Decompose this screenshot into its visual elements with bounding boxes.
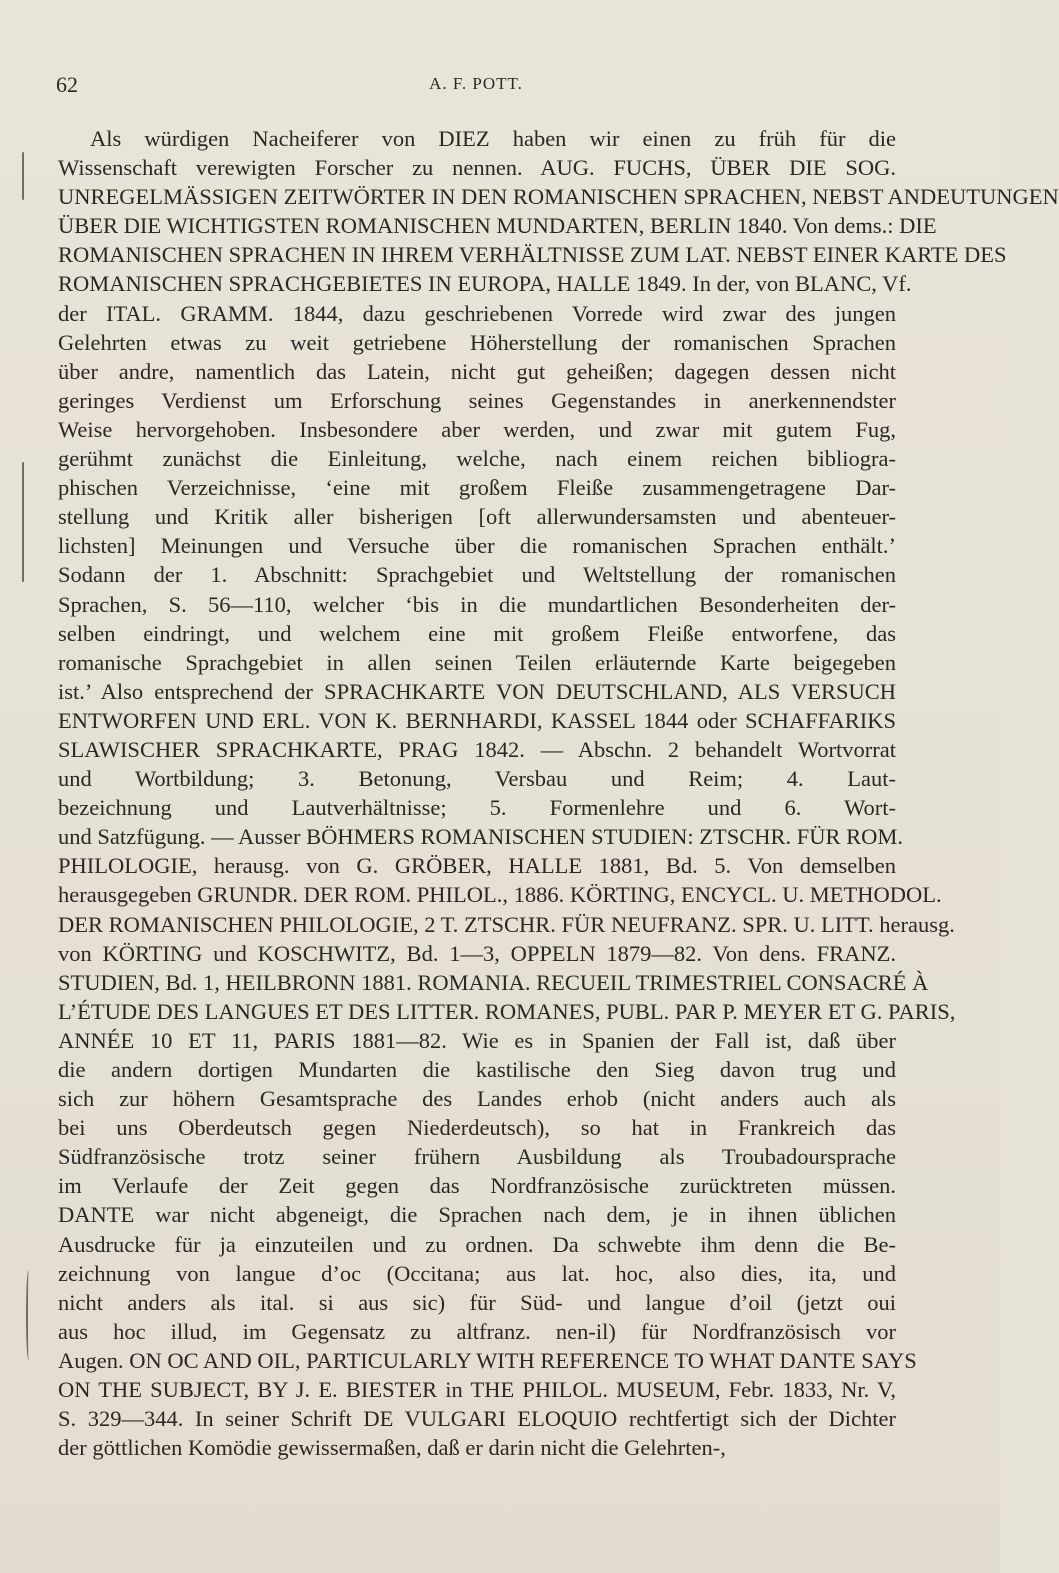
margin-pencil-mark (22, 462, 24, 582)
text-line: ANNÉE 10 ET 11, PARIS 1881—82. Wie es in Spanien der Fall ist, daß über (58, 1027, 896, 1053)
text-line: Sodann der 1. Abschnitt: Sprachgebiet und Weltstellung der romanischen (58, 562, 896, 588)
text-line: von KÖRTING und KOSCHWITZ, Bd. 1—3, OPPELN 1879—82. Von dens. FRANZ. (58, 940, 896, 966)
page-number: 62 (56, 72, 78, 97)
running-head: A. F. POTT. (429, 74, 523, 93)
text-line: UNREGELMÄSSIGEN ZEITWÖRTER IN DEN ROMANISCHEN SPRACHEN, NEBST ANDEUTUNGEN (58, 184, 1059, 210)
text-line: S. 329—344. In seiner Schrift DE VULGARI ELOQUIO rechtfertigt sich der Dichter (58, 1406, 896, 1432)
text-line: Wissenschaft verewigten Forscher zu nennen. AUG. FUCHS, ÜBER DIE SOG. (58, 155, 896, 181)
margin-pencil-bracket (26, 1270, 31, 1360)
page-header (56, 68, 896, 104)
text-line: Weise hervorgehoben. Insbesondere aber werden, und zwar mit gutem Fug, (58, 416, 896, 442)
text-line: sich zur höhern Gesamtsprache des Landes erhob (nicht anders auch als (58, 1086, 896, 1112)
text-line: nicht anders als ital. si aus sic) für Süd- und langue d’oil (jetzt oui (58, 1289, 896, 1315)
text-line: stellung und Kritik aller bisherigen [oft allerwundersamsten und abenteuer- (58, 504, 896, 530)
text-line: bezeichnung und Lautverhältnisse; 5. Formenlehre und 6. Wort- (58, 795, 896, 821)
text-line: der ITAL. GRAMM. 1844, dazu geschriebenen Vorrede wird zwar des jungen (58, 300, 896, 326)
text-line: ON THE SUBJECT, BY J. E. BIESTER in THE PHILOL. MUSEUM, Febr. 1833, Nr. V, (58, 1377, 896, 1403)
text-line: phischen Verzeichnisse, ‘eine mit großem Fleiße zusammengetragene Dar- (58, 475, 896, 501)
text-line: Augen. ON OC AND OIL, PARTICULARLY WITH REFERENCE TO WHAT DANTE SAYS (58, 1347, 917, 1373)
text-line: ENTWORFEN UND ERL. VON K. BERNHARDI, KASSEL 1844 oder SCHAFFARIKS (58, 707, 896, 733)
text-line: zeichnung von langue d’oc (Occitana; aus lat. hoc, also dies, ita, und (58, 1260, 896, 1286)
text-line: Als würdigen Nacheiferer von DIEZ haben wir einen zu früh für die (90, 126, 896, 151)
text-line: ROMANISCHEN SPRACHGEBIETES IN EUROPA, HALLE 1849. In der, von BLANC, Vf. (58, 271, 912, 297)
text-line: DANTE war nicht abgeneigt, die Sprachen nach dem, je in ihnen üblichen (58, 1202, 896, 1228)
text-line: Gelehrten etwas zu weit getriebene Höherstellung der romanischen Sprachen (58, 329, 896, 355)
text-line: Südfranzösische trotz seiner frühern Ausbildung als Troubadoursprache (58, 1144, 896, 1170)
text-line: und Wortbildung; 3. Betonung, Versbau und Reim; 4. Laut- (58, 766, 896, 792)
text-line: PHILOLOGIE, herausg. von G. GRÖBER, HALLE 1881, Bd. 5. Von demselben (58, 853, 896, 879)
text-line: die andern dortigen Mundarten die kastilische den Sieg davon trug und (58, 1057, 896, 1082)
text-line: ÜBER DIE WICHTIGSTEN ROMANISCHEN MUNDARTEN, BERLIN 1840. Von dems.: DIE (58, 213, 937, 239)
text-line: L’ÉTUDE DES LANGUES ET DES LITTER. ROMANES, PUBL. PAR P. MEYER ET G. PARIS, (58, 998, 956, 1024)
text-line: über andre, namentlich das Latein, nicht gut geheißen; dagegen dessen nicht (58, 358, 896, 384)
text-line: Sprachen, S. 56—110, welcher ‘bis in die mundartlichen Besonderheiten der- (58, 591, 896, 617)
text-line: im Verlaufe der Zeit gegen das Nordfranzösische zurücktreten müssen. (58, 1173, 896, 1199)
text-line: und Satzfügung. — Ausser BÖHMERS ROMANISCHEN STUDIEN: ZTSCHR. FÜR ROM. (58, 824, 904, 850)
text-line: aus hoc illud, im Gegensatz zu altfranz. nen-il) für Nordfranzösisch vor (58, 1318, 896, 1344)
text-line: gerühmt zunächst die Einleitung, welche, nach einem reichen bibliogra- (58, 446, 896, 472)
text-line: bei uns Oberdeutsch gegen Niederdeutsch), so hat in Frankreich das (58, 1115, 896, 1141)
margin-pencil-mark (22, 152, 24, 200)
text-line: geringes Verdienst um Erforschung seines Gegenstandes in anerkennendster (58, 387, 896, 413)
text-line: DER ROMANISCHEN PHILOLOGIE, 2 T. ZTSCHR. FÜR NEUFRANZ. SPR. U. LITT. herausg. (58, 911, 955, 937)
text-line: herausgegeben GRUNDR. DER ROM. PHILOL., 1886. KÖRTING, ENCYCL. U. METHODOL. (58, 882, 942, 908)
text-line: selben eindringt, und welchem eine mit großem Fleiße entworfene, das (58, 620, 896, 646)
text-line: STUDIEN, Bd. 1, HEILBRONN 1881. ROMANIA. RECUEIL TRIMESTRIEL CONSACRÉ À (58, 969, 929, 995)
text-line: Ausdrucke für ja einzuteilen und zu ordnen. Da schwebte ihm denn die Be- (58, 1231, 896, 1257)
text-line: ROMANISCHEN SPRACHEN IN IHREM VERHÄLTNISSE ZUM LAT. NEBST EINER KARTE DES (58, 242, 1007, 268)
text-line: lichsten] Meinungen und Versuche über die romanischen Sprachen enthält.’ (58, 533, 896, 559)
text-line: ist.’ Also entsprechend der SPRACHKARTE VON DEUTSCHLAND, ALS VERSUCH (58, 678, 896, 704)
text-line: SLAWISCHER SPRACHKARTE, PRAG 1842. — Abschn. 2 behandelt Wortvorrat (58, 736, 896, 762)
text-line: der göttlichen Komödie gewissermaßen, daß er darin nicht die Gelehrten-, (58, 1435, 726, 1461)
body-text (58, 124, 1059, 1462)
text-line: romanische Sprachgebiet in allen seinen Teilen erläuternde Karte beigegeben (58, 649, 896, 675)
